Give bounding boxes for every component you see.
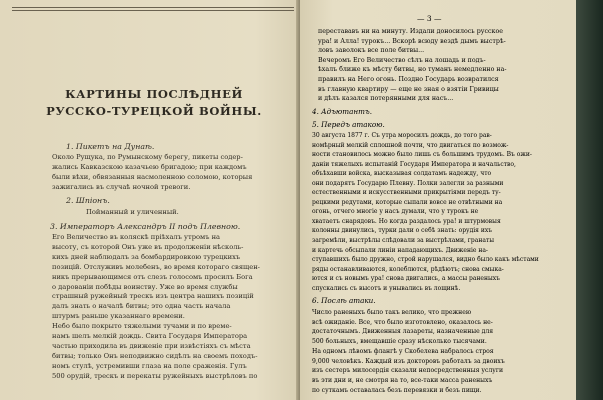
section-5-text: 30 августа 1877 г. Съ утра моросилъ дождь, до того рав- номѣрный мелкій сплошной почти, что двигаться по возмож- ности становилось можно было лишь съ большимъ трудомъ. Въ ожи- даніи тяжелыхъ испытаній Государя Императора и начальство, объѣхавши войска, высказывая солдатамъ надежду, что они подарятъ Государю Плевну. Полки залегли за разными естественными и искусственными прикрытіями передъ ту- рецкими редутами, которые сыпали вовсе не отвѣтными на огонь, отчего многіе у насъ думали, что у турокъ не хватаетъ снарядовъ. Но когда раздалось ура! и штурмовыя колонны двинулись, турки дали о себѣ знать: орудія ихъ загремѣли, выстрѣлы слѣдовали за выстрѣлами, гранаты и картечь обсыпали линіи нападающихъ. Движеніе на- ступавшихъ было дружно, строй нарушался, видно было какъ мѣстами ряды останавливаются, колеблются, рѣдѣютъ; снова смыка- ются и съ новымъ ура! снова двигались, а массы раненыхъ спускались съ высотъ и унывались въ лощинѣ. <box>312 132 539 292</box>
section-heading-1: 1. Пикетъ на Дунаѣ. <box>66 142 155 151</box>
section-heading-5: 5. Передъ атакою. <box>312 120 385 129</box>
top-border-line <box>12 7 294 8</box>
background-edge <box>576 0 603 400</box>
right-top-text: перестававъ ни на минуту. Издали доносилось русское ура! и Алла! турокъ... Вскорѣ всюду вездѣ дымъ выстрѣ- ловъ заволокъ все поле битвы... Вечеромъ Его Величество сѣлъ на лошадь и подъ- ѣхалъ ближе къ мѣсту битвы, но туманъ немедленно на- правилъ на Него огонь. Поздно Государь возвратился въ главную квартиру — еще не зная о взятіи Гривицы и дѣлъ казался потерянными для насъ... <box>318 28 507 103</box>
document-title: КАРТИНЫ ПОСЛѢДНЕЙ РУССКО-ТУРЕЦКОЙ ВОЙНЫ. <box>46 87 262 118</box>
section-heading-6: 6. Послѣ атаки. <box>312 296 376 305</box>
section-2-text: Пойманный и уличенный. <box>86 208 179 216</box>
section-heading-3: 3. Императоръ Александръ II подъ Плевною. <box>50 222 241 231</box>
page-number: — 3 — <box>417 14 442 23</box>
section-3-text: Его Величество въ коляскѣ пріѣхалъ утромъ на высоту, съ которой Онъ уже въ продолженіи нѣсколь- кихъ дней наблюдалъ за бомбардировкою турецкихъ позицій. Отслуживъ молебенъ, во время котораго священ- никъ прерывающимся отъ слезъ голосомъ просилъ Бога о дарованіи побѣды воинству. Уже во время службы страшный ружейный трескъ изъ центра нашихъ позицій далъ знать о началѣ битвы; это одна часть начала штурмъ раньше указаннаго времени. Небо было покрыто тяжелыми тучами и по времe- намъ шелъ мелкій дождь. Свита Государя Императора частью приходила въ движеніе при извѣстіяхъ съ мѣста битвы; только Онъ неподвижно сидѣлъ на своемъ походъ- номъ стулѣ, устремивши глаза на поле сраженія. Гулъ 500 орудій, трескъ и перекаты ружейныхъ выстрѣловъ по <box>52 233 260 380</box>
section-heading-4: 4. Адъютантъ. <box>312 107 372 116</box>
left-page <box>0 0 300 400</box>
section-heading-2: 2. Шпіонъ. <box>66 196 110 205</box>
section-6-text: Число раненыхъ было такъ велико, что прежнею всѣ ожиданіе. Все, что было изготовлено, оказалось не- достаточнымъ. Движенныя лазареты, назначенные для 500 больныхъ, вмещавшіе сразу нѣсколько тысячами. На одномъ лѣвомъ флангѣ у Скобелева набралось строя 9,000 человѣкъ. Каждый изъ докторовъ работалъ за двоихъ изъ сестеръ милосердія сказали непосредственныя услуги въ эти дни и, не смотря на то, все-таки масса раненыхъ по суткамъ оставалась безъ перевязки и безъ пищи. <box>312 309 505 394</box>
section-1-text: Около Рущука, по Румынскому берегу, пикеты содер- жались Кавказскою казачьею бригадою; при каждомъ были вѣхи, обвязанныя насмоленною соломою, которыя зажигались въ случаѣ ночной тревоги. <box>52 153 253 191</box>
top-border-line-inner <box>12 10 294 11</box>
